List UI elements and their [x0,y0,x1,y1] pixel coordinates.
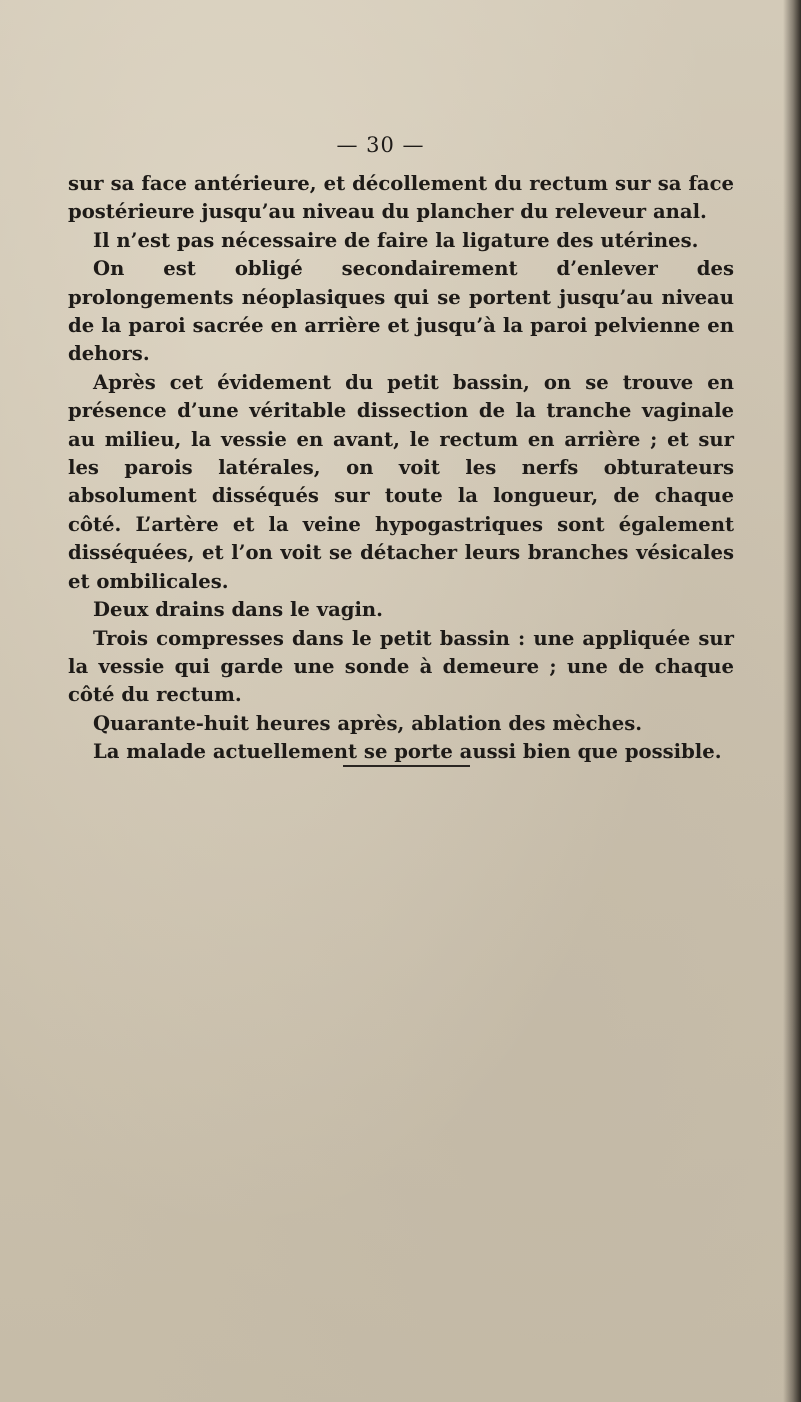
page-edge-shadow [783,0,801,1402]
paragraph: On est obligé secondairement d’enlever des prolongements néoplasiques qui se portent jusqu’au niveau de la paroi sacrée en arrière et jusqu’à la paroi pelvienne en dehors. [68,257,734,366]
paragraph: Deux drains dans le vagin. [93,598,383,622]
paragraph: Quarante-huit heures après, ablation des mèches. [93,711,643,735]
body-text [68,170,734,767]
paragraph: sur sa face antérieure, et décollement du rectum sur sa face postérieure jusqu’au niveau du plancher du releveur anal. [68,172,734,224]
paragraph: La malade actuellement se porte aussi bien que possible. [93,740,722,764]
page-number: — 30 — [336,133,425,157]
paragraph: Après cet évidement du petit bassin, on se trouve en présence d’une véritable dissection de la tranche vaginale au milieu, la vessie en avant, le rectum en arrière ; et sur les parois latérales, on voit les nerfs obturateurs absolument disséqués sur toute la longueur, de chaque côté. L’artère et la veine hypogastriques sont également disséquées, et l’on voit se détacher leurs branches vésicales et ombilicales. [68,370,734,593]
paragraph: Il n’est pas nécessaire de faire la ligature des utérines. [93,228,699,252]
section-separator-rule [343,765,470,767]
paragraph: Trois compresses dans le petit bassin : une appliquée sur la vessie qui garde une sonde à demeure ; une de chaque côté du rectum. [68,626,734,707]
